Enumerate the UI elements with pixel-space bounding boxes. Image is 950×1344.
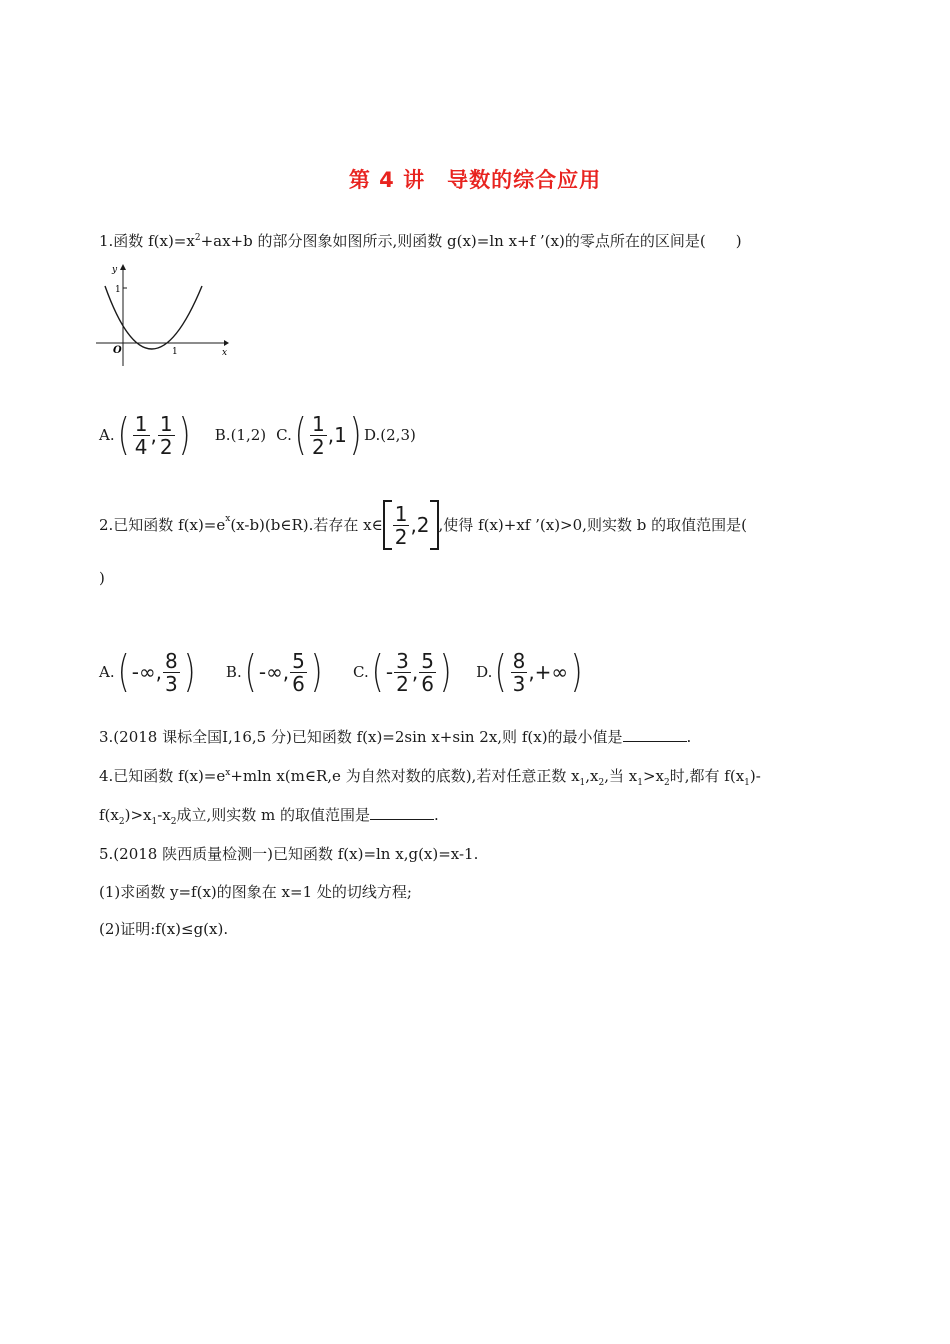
- origin-label: O: [113, 345, 122, 356]
- interval-frac: $\frac{1}{2}$: [394, 501, 408, 549]
- question-2-close: ): [99, 569, 105, 587]
- question-1-stem: 1.函数 $f(x)=x^2+ax+b$ 的部分图象如图所示,则函数 g(x)=ln x+f ’(x)的零点所在的区间是( ): [99, 232, 742, 250]
- question-4-line-1: 4.已知函数 $f(x)=e^x+mln$ x(m∈R,e 为自然对数的底数),若对任意正数 $x_1,x_2$,当 $x_1>x_2$时,都有 $f(x_1)-$: [99, 767, 761, 788]
- option-a-frac1: $\frac{1}{4}$: [134, 411, 148, 459]
- question-2-options: A. ( -∞, $\frac{8}{3}$ ) B. ( -∞, $\frac{5}{6}$ ) C. ( - $\frac{3}{2}$ , $\frac{5}{6}$ ) D. ( $\frac{8}{3}$ ,+∞ ): [99, 646, 583, 697]
- page-title: 第 4 讲 导数的综合应用: [348, 168, 602, 192]
- option-c-frac: $\frac{1}{2}$: [312, 411, 325, 459]
- option-c-label: C.: [276, 426, 292, 444]
- option-d: D.(2,3): [364, 426, 416, 444]
- y-axis-label: y: [112, 265, 118, 275]
- option-a-frac2: $\frac{1}{2}$: [159, 411, 173, 459]
- question-4-line-2: $f(x_2)>x_1-x_2$成立,则实数 m 的取值范围是 .: [99, 806, 439, 827]
- question-5-part-2: (2)证明:f(x)≤g(x).: [99, 920, 229, 938]
- question-5-stem: 5.(2018 陕西质量检测一)已知函数 f(x)=ln x,g(x)=x-1.: [99, 845, 479, 863]
- x-axis-label: x: [222, 348, 228, 358]
- question-1-options: A. ( $\frac{1}{4}$ , $\frac{1}{2}$ ) B.(1,2) C. ( $\frac{1}{2}$ , 1 ) D.(2,3): [99, 409, 416, 460]
- option-a-label: A.: [99, 426, 115, 444]
- parabola-graph: [96, 262, 236, 372]
- question-3: 3.(2018 课标全国Ⅰ,16,5 分)已知函数 f(x)=2sin x+sin 2x,则 f(x)的最小值是 .: [99, 728, 692, 746]
- x-tick-label: 1: [172, 347, 178, 357]
- question-5-part-1: (1)求函数 y=f(x)的图象在 x=1 处的切线方程;: [99, 883, 412, 901]
- option-b: B.(1,2): [214, 426, 267, 444]
- question-2-stem: 2.已知函数 f(x)=e $^x$ (x-b)(b∈R).若存在 x∈ $\frac{1}{2}$ , 2 ,使得 f(x)+xf ’(x)>0,则实数 b 的取值范围是(: [99, 501, 747, 549]
- y-tick-label: 1: [115, 285, 121, 295]
